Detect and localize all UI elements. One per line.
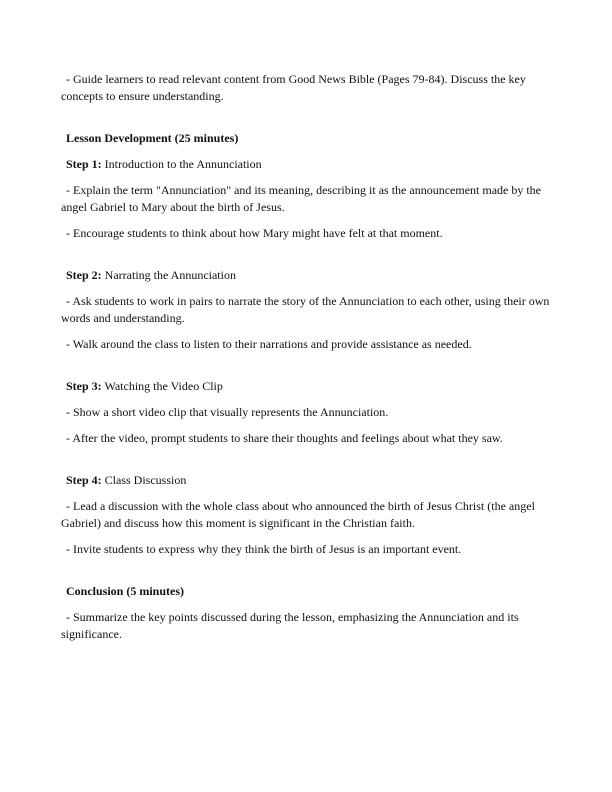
step-3-label: Step 3: <box>66 379 102 393</box>
step-4-title-line <box>61 472 552 489</box>
section-step-2 <box>61 267 552 353</box>
step-3-title-line <box>61 378 552 395</box>
section-lesson-development <box>61 130 552 242</box>
step-1-label: Step 1: <box>66 157 102 171</box>
step-1-title-line <box>61 156 552 173</box>
conclusion-heading: Conclusion (5 minutes) <box>66 584 185 598</box>
section-conclusion <box>61 583 552 643</box>
step-1-title: Introduction to the Annunciation <box>104 157 262 171</box>
step-1-point: - Encourage students to think about how Mary might have felt at that moment. <box>66 226 443 240</box>
step-2-point: - Walk around the class to listen to their narrations and provide assistance as needed. <box>66 337 472 351</box>
conclusion-point: - Summarize the key points discussed during the lesson, emphasizing the Annunciation and its significance. <box>61 610 519 641</box>
step-2-label: Step 2: <box>66 268 102 282</box>
step-4-point: - Lead a discussion with the whole class about who announced the birth of Jesus Christ (the angel Gabriel) and discuss how this moment is significant in the Christian faith. <box>61 499 535 530</box>
step-3-point: - Show a short video clip that visually represents the Annunciation. <box>66 405 389 419</box>
step-4-point: - Invite students to express why they think the birth of Jesus is an important event. <box>66 542 462 556</box>
step-3-point: - After the video, prompt students to share their thoughts and feelings about what they saw. <box>66 431 503 445</box>
section-step-3 <box>61 378 552 447</box>
lesson-development-heading: Lesson Development (25 minutes) <box>66 131 239 145</box>
step-3-title: Watching the Video Clip <box>104 379 223 393</box>
step-4-label: Step 4: <box>66 473 102 487</box>
step-2-title: Narrating the Annunciation <box>104 268 236 282</box>
step-2-title-line <box>61 267 552 284</box>
intro-paragraph: - Guide learners to read relevant content from Good News Bible (Pages 79-84). Discuss the key concepts to ensure understanding. <box>61 72 526 103</box>
step-1-point: - Explain the term "Annunciation" and its meaning, describing it as the announcement made by the angel Gabriel to Mary about the birth of Jesus. <box>61 183 542 214</box>
section-step-4 <box>61 472 552 558</box>
step-4-title: Class Discussion <box>104 473 187 487</box>
step-2-point: - Ask students to work in pairs to narrate the story of the Annunciation to each other, using their own words and understanding. <box>61 294 550 325</box>
